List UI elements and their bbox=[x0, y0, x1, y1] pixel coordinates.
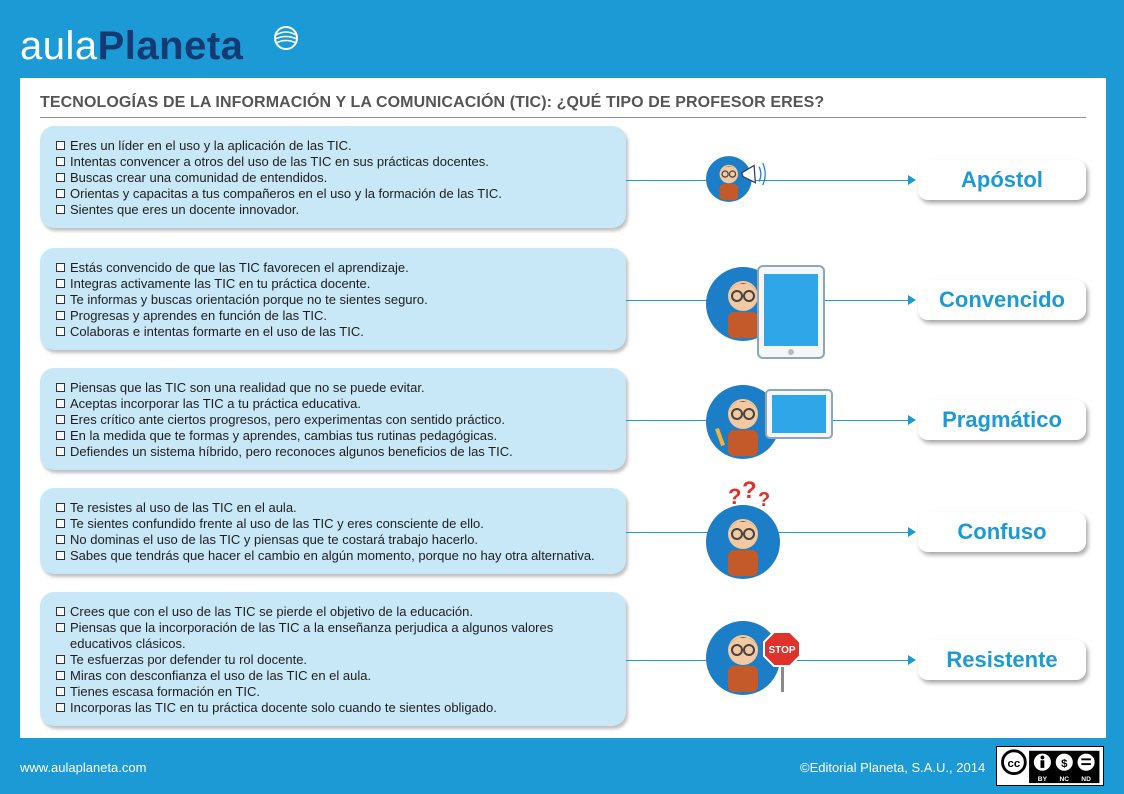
brand-logo bbox=[20, 24, 243, 68]
arrow-icon bbox=[908, 527, 916, 537]
checkbox-icon[interactable] bbox=[56, 311, 65, 320]
content-panel bbox=[20, 78, 1106, 738]
checkbox-icon[interactable] bbox=[56, 535, 65, 544]
checkbox-icon[interactable] bbox=[56, 607, 65, 616]
trait-item: Progresas y aprendes en función de las TIC. bbox=[56, 308, 612, 324]
trait-item: Orientas y capacitas a tus compañeros en el uso y la formación de las TIC. bbox=[56, 186, 612, 202]
creative-commons-badge-icon bbox=[996, 746, 1104, 786]
checkbox-icon[interactable] bbox=[56, 327, 65, 336]
trait-item: Colaboras e intentas formarte en el uso de las TIC. bbox=[56, 324, 612, 340]
checkbox-icon[interactable] bbox=[56, 519, 65, 528]
traits-box-pragmatico bbox=[40, 368, 626, 470]
checkbox-icon[interactable] bbox=[56, 431, 65, 440]
trait-item: Te esfuerzas por defender tu rol docente. bbox=[56, 652, 612, 668]
checkbox-icon[interactable] bbox=[56, 703, 65, 712]
tablet-pencil-teacher-icon bbox=[706, 382, 836, 462]
trait-item: Estás convencido de que las TIC favorecen el aprendizaje. bbox=[56, 260, 612, 276]
trait-item: No dominas el uso de las TIC y piensas que te costará trabajo hacerlo. bbox=[56, 532, 612, 548]
megaphone-teacher-icon bbox=[706, 142, 780, 216]
checkbox-icon[interactable] bbox=[56, 279, 65, 288]
checkbox-icon[interactable] bbox=[56, 447, 65, 456]
checkbox-icon[interactable] bbox=[56, 399, 65, 408]
checkbox-icon[interactable] bbox=[56, 415, 65, 424]
brand-name-part1: aula bbox=[20, 24, 98, 68]
profile-label-pragmatico: Pragmático bbox=[918, 400, 1086, 440]
trait-item: Tienes escasa formación en TIC. bbox=[56, 684, 612, 700]
checkbox-icon[interactable] bbox=[56, 173, 65, 182]
svg-text:BY: BY bbox=[1037, 776, 1048, 784]
profile-label-convencido: Convencido bbox=[918, 280, 1086, 320]
website-link[interactable]: www.aulaplaneta.com bbox=[20, 760, 147, 775]
trait-item: Buscas crear una comunidad de entendidos. bbox=[56, 170, 612, 186]
svg-text:?: ? bbox=[742, 480, 757, 504]
tablet-teacher-icon bbox=[706, 264, 826, 360]
svg-text:?: ? bbox=[758, 489, 771, 511]
trait-item: Piensas que la incorporación de las TIC a la enseñanza perjudica a algunos valores educativos clásicos. bbox=[56, 620, 612, 652]
svg-text:$: $ bbox=[1061, 757, 1068, 770]
checkbox-icon[interactable] bbox=[56, 205, 65, 214]
checkbox-icon[interactable] bbox=[56, 141, 65, 150]
checkbox-icon[interactable] bbox=[56, 687, 65, 696]
checkbox-icon[interactable] bbox=[56, 157, 65, 166]
checkbox-icon[interactable] bbox=[56, 383, 65, 392]
checkbox-icon[interactable] bbox=[56, 503, 65, 512]
arrow-icon bbox=[908, 655, 916, 665]
globe-icon bbox=[272, 24, 300, 52]
traits-box-convencido bbox=[40, 248, 626, 350]
trait-item: Crees que con el uso de las TIC se pierde el objetivo de la educación. bbox=[56, 604, 612, 620]
trait-item: Defiendes un sistema híbrido, pero reconoces algunos beneficios de las TIC. bbox=[56, 444, 612, 460]
trait-item: Intentas convencer a otros del uso de las TIC en sus prácticas docentes. bbox=[56, 154, 612, 170]
trait-item: Piensas que las TIC son una realidad que no se puede evitar. bbox=[56, 380, 612, 396]
stop-sign-teacher-icon bbox=[706, 618, 826, 698]
checkbox-icon[interactable] bbox=[56, 655, 65, 664]
copyright-text: ©Editorial Planeta, S.A.U., 2014 bbox=[800, 760, 986, 775]
svg-text:?: ? bbox=[728, 484, 742, 509]
profile-label-resistente: Resistente bbox=[918, 640, 1086, 680]
arrow-icon bbox=[908, 175, 916, 185]
svg-text:cc: cc bbox=[1007, 757, 1021, 770]
trait-item: Sabes que tendrás que hacer el cambio en algún momento, porque no hay otra alternativa. bbox=[56, 548, 612, 564]
trait-item: En la medida que te formas y aprendes, cambias tus rutinas pedagógicas. bbox=[56, 428, 612, 444]
checkbox-icon[interactable] bbox=[56, 671, 65, 680]
checkbox-icon[interactable] bbox=[56, 295, 65, 304]
trait-item: Eres crítico ante ciertos progresos, pero experimentas con sentido práctico. bbox=[56, 412, 612, 428]
arrow-icon bbox=[908, 415, 916, 425]
trait-item: Miras con desconfianza el uso de las TIC en el aula. bbox=[56, 668, 612, 684]
checkbox-icon[interactable] bbox=[56, 263, 65, 272]
trait-item: Eres un líder en el uso y la aplicación de las TIC. bbox=[56, 138, 612, 154]
trait-item: Incorporas las TIC en tu práctica docente solo cuando te sientes obligado. bbox=[56, 700, 612, 716]
svg-text:ND: ND bbox=[1081, 776, 1091, 784]
traits-box-apostol bbox=[40, 126, 626, 228]
profile-label-confuso: Confuso bbox=[918, 512, 1086, 552]
trait-item: Integras activamente las TIC en tu práctica docente. bbox=[56, 276, 612, 292]
brand-name-part2: Planeta bbox=[97, 24, 244, 68]
trait-item: Aceptas incorporar las TIC a tu práctica educativa. bbox=[56, 396, 612, 412]
traits-box-resistente bbox=[40, 592, 626, 726]
checkbox-icon[interactable] bbox=[56, 623, 65, 632]
profile-label-apostol: Apóstol bbox=[918, 160, 1086, 200]
stop-sign-text: STOP bbox=[768, 645, 796, 656]
svg-text:NC: NC bbox=[1059, 776, 1070, 784]
checkbox-icon[interactable] bbox=[56, 189, 65, 198]
question-marks-teacher-icon bbox=[706, 480, 786, 584]
trait-item: Sientes que eres un docente innovador. bbox=[56, 202, 612, 218]
page-title: TECNOLOGÍAS DE LA INFORMACIÓN Y LA COMUNICACIÓN (TIC): ¿QUÉ TIPO DE PROFESOR ERES? bbox=[40, 94, 1086, 118]
arrow-icon bbox=[908, 295, 916, 305]
trait-item: Te sientes confundido frente al uso de las TIC y eres consciente de ello. bbox=[56, 516, 612, 532]
trait-item: Te resistes al uso de las TIC en el aula. bbox=[56, 500, 612, 516]
trait-item: Te informas y buscas orientación porque no te sientes seguro. bbox=[56, 292, 612, 308]
traits-box-confuso bbox=[40, 488, 626, 574]
checkbox-icon[interactable] bbox=[56, 551, 65, 560]
